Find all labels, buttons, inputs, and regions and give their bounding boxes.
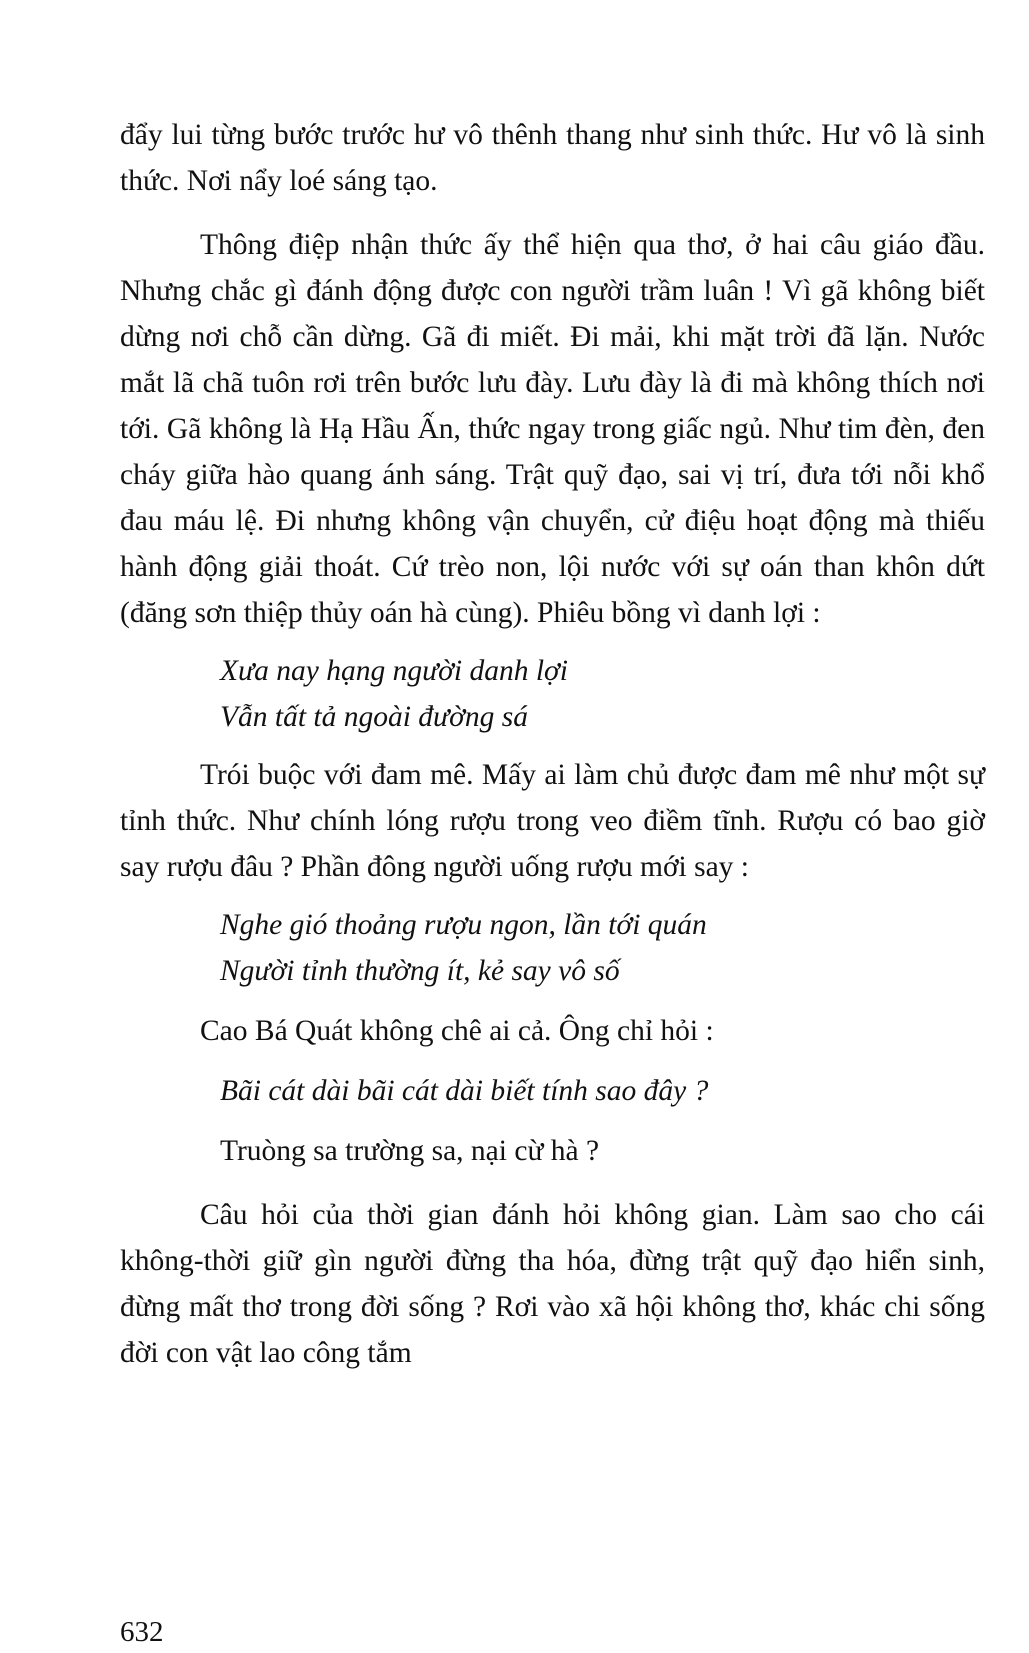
paragraph-continuation: đẩy lui từng bước trước hư vô thênh thang như sinh thức. Hư vô là sinh thức. Nơi nẩy loé sáng tạo. [120, 119, 985, 197]
verse-line: Nghe gió thoảng rượu ngon, lần tới quán [220, 909, 707, 941]
verse-line: Người tỉnh thường ít, kẻ say vô số [220, 955, 620, 987]
page-number: 632 [120, 1616, 164, 1648]
paragraph-message: Thông điệp nhận thức ấy thể hiện qua thơ, ở hai câu giáo đầu. Nhưng chắc gì đánh động được con người trầm luân ! Vì gã không biết dừng nơi chỗ cần dừng. Gã đi miết. Đi mải, khi mặt trời đã lặn. Nước mắt lã chã tuôn rơi trên bước lưu đày. Lưu đày là đi mà không thích nơi tới. Gã không là Hạ Hầu Ấn, thức ngay trong giấc ngủ. Như tim đèn, đen cháy giữa hào quang ánh sáng. Trật quỹ đạo, sai vị trí, đưa tới nỗi khổ đau máu lệ. Đi nhưng không vận chuyển, cử điệu hoạt động mà thiếu hành động giải thoát. Cứ trèo non, lội nước với sự oán than khôn dứt (đăng sơn thiệp thủy oán hà cùng). Phiêu bồng vì danh lợi : [120, 229, 985, 629]
paragraph-question: Câu hỏi của thời gian đánh hỏi không gian. Làm sao cho cái không-thời giữ gìn người đừng tha hóa, đừng trật quỹ đạo hiển sinh, đừng mất thơ trong đời sống ? Rơi vào xã hội không thơ, khác chi sống đời con vật lao công tắm [120, 1199, 985, 1369]
verse-quote-sand: Bãi cát dài bãi cát dài biết tính sao đây ? [220, 1075, 709, 1107]
verse-line: Xưa nay hạng người danh lợi [220, 655, 568, 687]
paragraph-passion: Trói buộc với đam mê. Mấy ai làm chủ được đam mê như một sự tỉnh thức. Như chính lóng rượu trong veo điềm tĩnh. Rượu có bao giờ say rượu đâu ? Phần đông người uống rượu mới say : [120, 759, 985, 883]
verse-line: Vẫn tất tả ngoài đường sá [220, 701, 528, 733]
verse-quote-han: Truòng sa trường sa, nại cừ hà ? [220, 1135, 600, 1167]
page-body [120, 112, 985, 1376]
verse-quote-fame [120, 648, 985, 740]
verse-quote-wine [120, 902, 985, 994]
paragraph-cao-ba-quat: Cao Bá Quát không chê ai cả. Ông chỉ hỏi : [200, 1015, 714, 1047]
